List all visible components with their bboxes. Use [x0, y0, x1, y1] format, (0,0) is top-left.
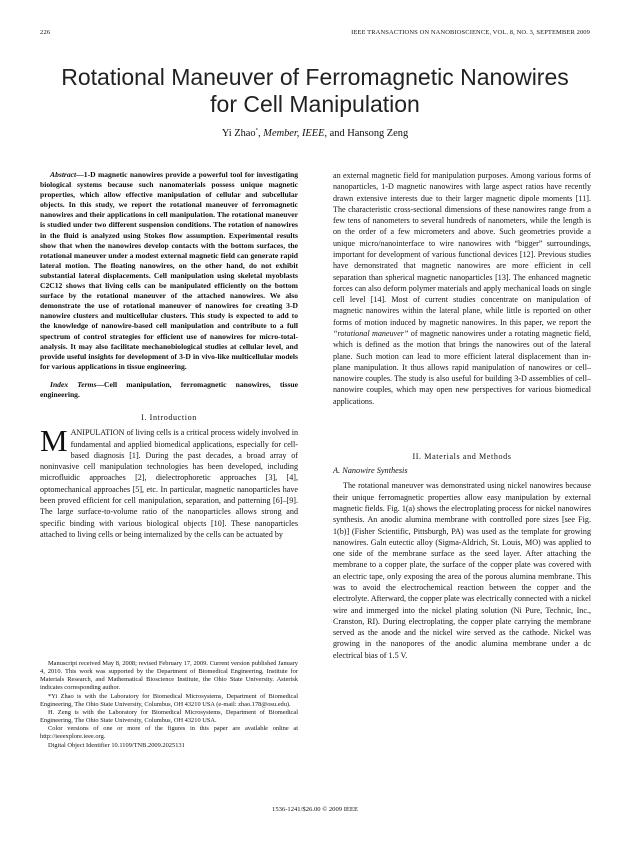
author-line: Yi Zhao*, Member, IEEE, and Hansong Zeng	[221, 128, 409, 139]
footnote-author1: *Yi Zhao is with the Laboratory for Biomedical Microsystems, Department of Biomedical Engineering, The Ohio State University, Columbus, OH 43210 USA (e-mail: zhao.178@osu.edu).	[40, 692, 298, 708]
footnotes	[40, 660, 298, 750]
issn-footer: 1536-1241/$26.00 © 2009 IEEE	[272, 806, 358, 813]
index-terms-text: —Cell manipulation, ferromagnetic nanowires, tissue engineering.	[40, 379, 299, 399]
left-column	[40, 170, 298, 540]
abstract-label: Abstract	[50, 170, 77, 179]
abstract-text: —1-D magnetic nanowires provide a powerful tool for investigating biological systems because such nanomaterials possess unique magnetic properties, which allow effective manipulation of cellular and subcellular objects. In this study, we report the rotational maneuver of ferromagnetic nanowires and their applications in cell manipulation. The rotational maneuver is studied under two different suspension conditions. The rotation of nanowires in the fluid is analyzed using Stokes flow assumption. Experimental results show that when the nanowires develop contacts with the bottom surfaces, the rotational maneuver under a modest external magnetic field can generate rapid lateral motion. The floating nanowires, on the other hand, do not exhibit substantial lateral displacements. Cell manipulation using skeletal myoblasts C2C12 shows that living cells can be manipulated efficiently on the bottom surface by the rotational maneuver of the attached nanowires. We also demonstrate the use of rotational maneuver of nanowires for creating 3-D nanowire clusters and multicellular clusters. This study is expected to add to the knowledge of nanowire-based cell manipulation and contribute to a full spectrum of control strategies for efficient use of nanowires for micro-total-analysis. It may also facilitate mechanobiological studies at cellular level, and provide useful insights for development of 3-D in vivo-like multicellular models for various applications in tissue engineering.	[40, 170, 298, 371]
index-terms-label: Index Terms	[50, 379, 97, 389]
intro-continuation	[333, 170, 591, 407]
first-word: ANIPULATION	[70, 428, 125, 438]
footnote-author2: H. Zeng is with the Laboratory for Biomedical Microsystems, Department of Biomedical Engineering, The Ohio State University, Columbus, OH 43210 USA.	[40, 708, 298, 725]
running-header: IEEE TRANSACTIONS ON NANOBIOSCIENCE, VOL. 8, NO. 3, SEPTEMBER 2009	[351, 29, 590, 36]
author-name: Hansong Zeng	[347, 128, 409, 139]
index-terms	[40, 380, 298, 400]
italic-term: “rotational maneuver”	[333, 328, 409, 338]
intro-text: of living cells is a critical process widely involved in fundamental and applied biomedical applications, especially for cell-based diagnosis [1]. During the past decades, a broad array of noninvasive cell manipulation technologies has been developed, including microfluidic approaches [2], dielectrophoretic approaches [3], [4], optomechanical approaches [5], etc. In particular, magnetic nanoparticles have been proved efficient for cell manipulation, separation, and patterning [6]–[9]. The large surface-to-volume ratio of the nanoparticles allows strong and specific binding with various biological objects [10]. These nanoparticles attached to living cells or being internalized by the cells can be actuated by	[40, 428, 298, 539]
author-membership: Member, IEEE	[263, 128, 325, 139]
section-heading-introduction: I. Introduction	[141, 413, 197, 423]
intro-continuation-text-2: of magnetic nanowires under a rotating magnetic field, which is defined as the motion that brings the nanowires out of the lateral plane. Such motion can lead to more efficient lateral displacement than in-plane manipulation. It thus allows rapid manipulation of nanowires or cell–nanowire couples. The study is also useful for building 3-D assemblies of cell–nanowire couples, which may open new perspectives for various biomedical applications.	[333, 328, 591, 406]
corresponding-marker: *	[255, 128, 259, 134]
drop-cap: M	[40, 423, 68, 459]
footnote-color: Color versions of one or more of the figures in this paper are available online at http://ieeexplore.ieee.org.	[40, 725, 298, 741]
footnote-doi: Digital Object Identifier 10.1109/TNB.2009.2025131	[48, 741, 185, 749]
synthesis-paragraph: The rotational maneuver was demonstrated using nickel nanowires because their unique ferromagnetic properties allow easy manipulation by external magnetic fields. Fig. 1(a) shows the electroplating process for nickel nanowires synthesis. An anodic alumina membrane with controlled pore sizes [see Fig. 1(b)] (Fisher Scientific, Pittsburgh, PA) was used as the template for growing nanowires. Galn eutectic alloy (Sigma-Aldrich, St. Louis, MO) was applied to one side of the membrane surface as the seed layer. After attaching the membrane to a copper plate, the surface of the copper plate was covered with an electric tape, only exposing the area of the porous alumina membrane. This was to avoid the electrochemical reaction between the copper and the electrolyte. Afterward, the copper plate was electrically connected with a nickel wire and immerged into the nickel plating solution (Ni Pure, Technic, Inc., Cranston, RI). During electroplating, the copper plate carrying the membrane served as the anode and the nickel wire served as the cathode. Nickel was growing in the nanopores of the anodic alumina membrane under a dc electrical bias of 1.5 V.	[333, 481, 591, 660]
author-separator: , and	[324, 128, 348, 139]
introduction-paragraph	[40, 423, 298, 540]
subsection-heading-synthesis: A. Nanowire Synthesis	[333, 466, 408, 476]
section-heading-methods: II. Materials and Methods	[412, 451, 512, 461]
author-name: Yi Zhao	[221, 128, 256, 139]
footnote-received: Manuscript received May 8, 2008; revised February 17, 2009. Current version published January 4, 2010. This work was supported by the Department of Biomedical Engineering, Institute for Materials Research, and Mathematical Bioscience Institute, the Ohio State University. Asterisk indicates corresponding author.	[40, 660, 298, 692]
page-number: 226	[40, 29, 51, 36]
paper-title-line-2: for Cell Manipulation	[210, 91, 420, 117]
paper-title-line-1: Rotational Maneuver of Ferromagnetic Nanowires	[61, 64, 569, 90]
intro-continuation-text: an external magnetic field for manipulation purposes. Among various forms of nanoparticles, 1-D magnetic nanowires with large aspect ratios have recently drawn extensive interests due to their larger magnetic dipole moments [11]. The characteristic cross-sectional dimensions of these nanowires range from a few tens of nanometers to several hundreds of nanometers, while the length is on the order of a few micrometers and above. Such geometries provide a unique micro/nanointerface to wire nanowires with “bigger” surroundings, important for development of various functional devices [12]. Previous studies have demonstrated that magnetic nanowires are more efficient in cell separation than spherical magnetic nanoparticles [13]. The enhanced magnetic forces can also deform polymer materials and apply mechanical loads on single cell level [14]. Most of current studies concentrate on manipulation of magnetic nanowires within the lateral plane, while little is reported on other forms of motion induced by magnetic nanowires. In this paper, we report the	[333, 171, 591, 327]
right-column	[333, 170, 591, 661]
abstract	[40, 170, 298, 372]
